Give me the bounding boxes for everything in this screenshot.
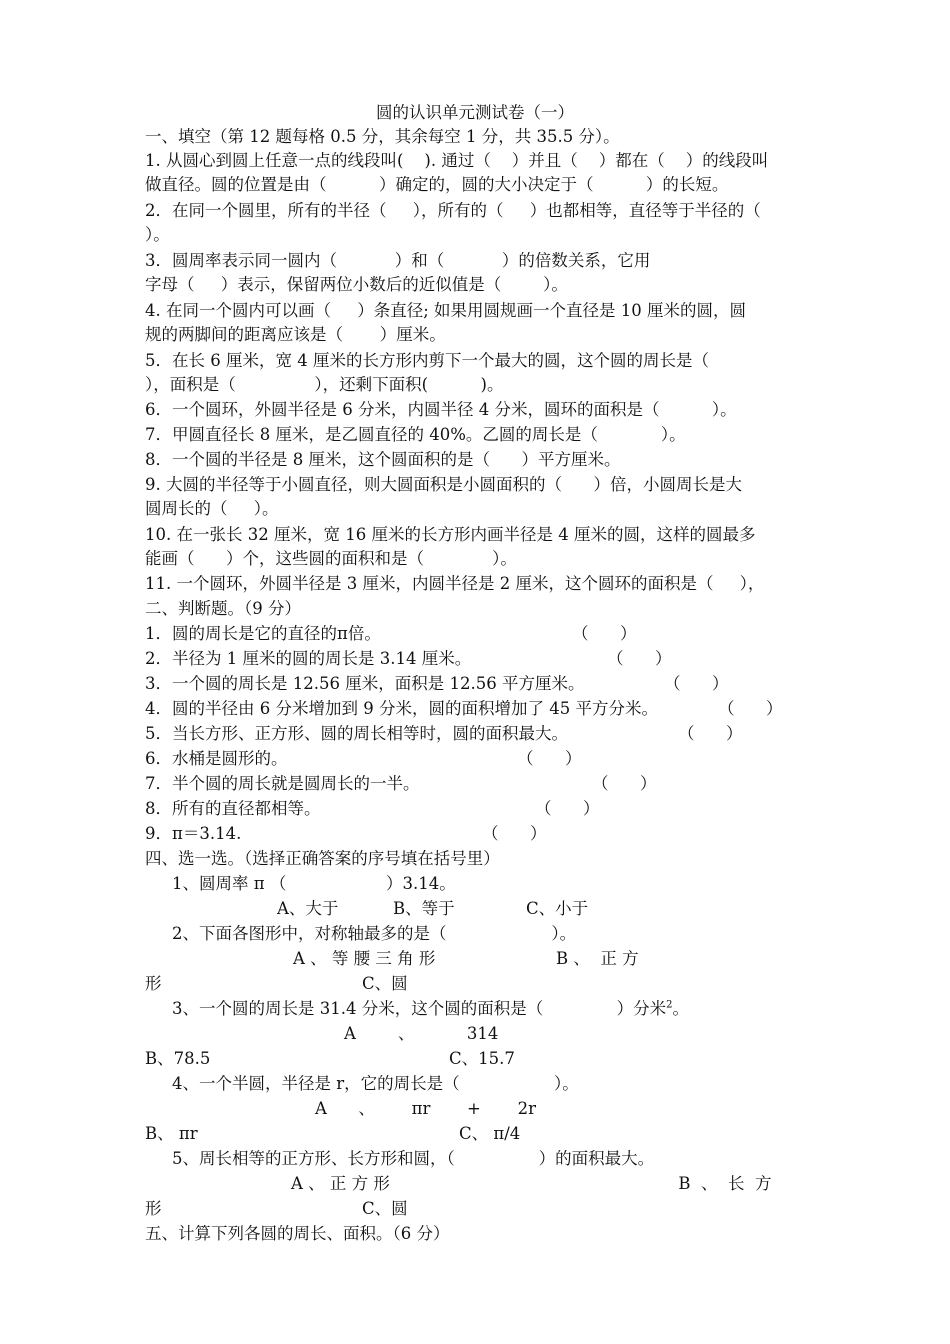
fill-line: 9. 大圆的半径等于小圆直径，则大圆面积是小圆面积的（ ）倍，小圆周长是大 — [145, 475, 742, 494]
fill-line: ），面积是（ ），还剩下面积( )。 — [145, 375, 504, 394]
fill-line: 能画（ ）个，这些圆的面积和是（ ）。 — [145, 549, 517, 568]
fill-line: 10. 在一张长 32 厘米，宽 16 厘米的长方形内画半径是 4 厘米的圆，这样的圆最多 — [145, 525, 756, 544]
judge-item: 8．所有的直径都相等。 — [145, 799, 321, 818]
choice-question-3 — [172, 997, 689, 1021]
judge-item: 3．一个圆的周长是 12.56 厘米，面积是 12.56 平方厘米。 — [145, 674, 585, 693]
section-heading-fill-blank: 一、填空（第 12 题每格 0.5 分，其余每空 1 分，共 35.5 分）。 — [145, 127, 620, 146]
choice-option: C、15.7 — [449, 1049, 515, 1068]
answer-paren: （ ） — [482, 824, 547, 843]
answer-paren: （ ） — [592, 774, 657, 793]
answer-paren: （ ） — [607, 649, 672, 668]
fill-line: 6．一个圆环，外圆半径是 6 分米，内圆半径 4 分米，圆环的面积是（ ）。 — [145, 400, 737, 419]
judge-item: 7．半个圆的周长就是圆周长的一半。 — [145, 774, 420, 793]
choice-option: B、等于 — [393, 899, 455, 918]
answer-paren: （ ） — [572, 624, 637, 643]
choice-question-1: 1、圆周率 π （ ）3.14。 — [172, 874, 456, 893]
choice-option: A、大于 — [277, 899, 339, 918]
choice-options-line: A 、 πr + 2r — [315, 1099, 536, 1118]
choice-option: B、78.5 — [145, 1049, 211, 1068]
choice-question-2: 2、下面各图形中，对称轴最多的是（ ）。 — [172, 924, 577, 943]
answer-paren: （ ） — [718, 699, 783, 718]
answer-paren: （ ） — [664, 674, 729, 693]
fill-line: 做直径。圆的位置是由（ ）确定的，圆的大小决定于（ ）的长短。 — [145, 175, 729, 194]
fill-line: 圆周长的（ ）。 — [145, 499, 279, 518]
judge-item: 9．π＝3.14. — [145, 824, 242, 843]
unit-superscript: 2 — [666, 999, 673, 1011]
choice-option-wrap: 形 — [145, 974, 162, 993]
choice-options-line: A 、 正 方 形 B 、 长 方 — [291, 1174, 772, 1193]
section-heading-multiple-choice: 四、选一选。（选择正确答案的序号填在括号里） — [145, 849, 500, 868]
fill-line: ）。 — [145, 225, 170, 244]
fill-line: 7．甲圆直径长 8 厘米，是乙圆直径的 40%。乙圆的周长是（ ）。 — [145, 425, 686, 444]
answer-paren: （ ） — [517, 749, 582, 768]
choice-option: C、 π/4 — [459, 1124, 521, 1143]
judge-item: 5．当长方形、正方形、圆的周长相等时，圆的面积最大。 — [145, 724, 568, 743]
fill-line: 8．一个圆的半径是 8 厘米，这个圆面积的是（ ）平方厘米。 — [145, 450, 621, 469]
fill-line: 11. 一个圆环，外圆半径是 3 厘米，内圆半径是 2 厘米，这个圆环的面积是（ ）， — [145, 574, 765, 593]
choice-option: C、小于 — [526, 899, 589, 918]
fill-line: 4. 在同一个圆内可以画（ ）条直径; 如果用圆规画一个直径是 10 厘米的圆，圆 — [145, 301, 747, 320]
judge-item: 2．半径为 1 厘米的圆的周长是 3.14 厘米。 — [145, 649, 472, 668]
choice-question-4: 4、一个半圆，半径是 r，它的周长是（ ）。 — [172, 1074, 579, 1093]
choice-question-3-end: 。 — [672, 999, 690, 1018]
choice-option: B、 πr — [145, 1124, 198, 1143]
choice-option: C、圆 — [362, 974, 408, 993]
choice-question-5: 5、周长相等的正方形、长方形和圆，（ ）的面积最大。 — [172, 1149, 655, 1168]
page-title: 圆的认识单元测试卷（一） — [376, 103, 574, 122]
fill-line: 2．在同一个圆里，所有的半径（ ），所有的（ ）也都相等，直径等于半径的（ — [145, 201, 761, 220]
fill-line: 1. 从圆心到圆上任意一点的线段叫( ). 通过（ ）并且（ ）都在（ ）的线段叫 — [145, 151, 769, 170]
judge-item: 4．圆的半径由 6 分米增加到 9 分米，圆的面积增加了 45 平方分米。 — [145, 699, 658, 718]
section-heading-calculate: 五、计算下列各圆的周长、面积。（6 分） — [145, 1224, 450, 1243]
fill-line: 3．圆周率表示同一圆内（ ）和（ ）的倍数关系，它用 — [145, 251, 651, 270]
choice-option: C、圆 — [362, 1199, 408, 1218]
answer-paren: （ ） — [678, 724, 743, 743]
judge-item: 6．水桶是圆形的。 — [145, 749, 288, 768]
fill-line: 5．在长 6 厘米，宽 4 厘米的长方形内剪下一个最大的圆，这个圆的周长是（ — [145, 351, 709, 370]
judge-item: 1．圆的周长是它的直径的π倍。 — [145, 624, 381, 643]
choice-options-line: A 、 等 腰 三 角 形 B 、 正 方 — [293, 949, 639, 968]
section-heading-true-false: 二、判断题。（9 分） — [145, 599, 301, 618]
choice-question-3-text: 3、一个圆的周长是 31.4 分米，这个圆的面积是（ ）分米 — [172, 999, 667, 1018]
fill-line: 规的两脚间的距离应该是（ ）厘米。 — [145, 325, 446, 344]
choice-options-line: A 、 314 — [344, 1024, 499, 1043]
choice-option-wrap: 形 — [145, 1199, 162, 1218]
answer-paren: （ ） — [535, 799, 600, 818]
fill-line: 字母（ ）表示，保留两位小数后的近似值是（ ）。 — [145, 275, 568, 294]
